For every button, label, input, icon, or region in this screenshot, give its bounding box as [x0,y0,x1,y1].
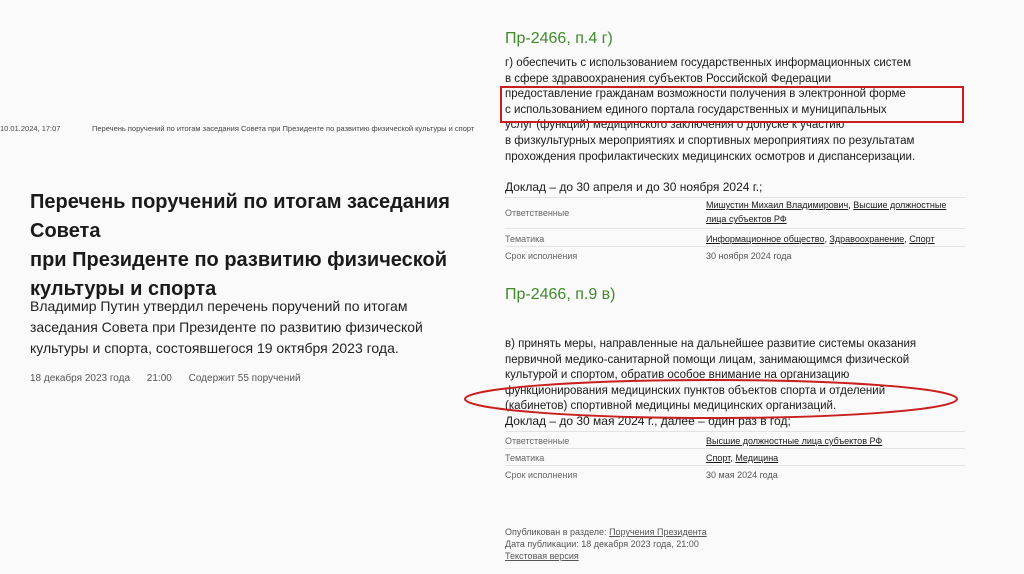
responsible-label: Ответственные [505,208,570,218]
published-section [505,527,707,537]
item-count: Содержит 55 поручений [188,373,301,384]
lead-line: Владимир Путин утвердил перечень поручений по итогам [30,298,408,314]
topic-value: Информационное общество, Здравоохранение, Спорт [706,234,935,244]
text-line: первичной медико-санитарной помощи лицам, занимающимся физической [505,353,910,366]
highlight-oval [462,375,962,425]
text-line: функционирования медицинских пунктов объектов спорта и отделений [505,384,886,397]
publish-date: 18 декабря 2023 года [30,373,131,384]
publish-time: 21:00 [146,373,172,384]
text-line: в) принять меры, направленные на дальнейшее развитие системы оказания [505,338,917,350]
lead-text [30,296,470,359]
divider [505,228,965,229]
due-value: 30 мая 2024 года [706,470,778,480]
headline-line: при Президенте по развитию физической [30,249,448,271]
divider [505,465,965,466]
text-line: услуг (функций) медицинского заключения о допуске к участию [505,119,845,132]
article-meta [30,373,315,384]
item-1-report: Доклад – до 30 апреля и до 30 ноября 2024 г.; [505,180,763,194]
headline-line: Перечень поручений по итогам заседания Совета [30,191,450,242]
section-link[interactable]: Поручения Президента [609,527,707,537]
lead-line: заседания Совета при Президенте по развитию физической [30,319,423,335]
publication-date: Дата публикации: 18 декабря 2023 года, 21:00 [505,539,699,549]
published-label: Опубликован в разделе: [505,527,607,537]
divider [505,448,965,449]
header-title: Перечень поручений по итогам заседания Совета при Президенте по развитию физической культуры и спорт [92,124,475,133]
responsible-link[interactable]: Высшие должностные [853,200,947,210]
divider [505,431,965,432]
text-line: предоставление гражданам возможности получения в электронной форме [505,88,906,101]
responsible-link[interactable]: Высшие должностные лица субъектов РФ [706,436,883,446]
topic-link[interactable]: Медицина [735,453,779,463]
headline-line: культуры и спорта [30,278,217,300]
highlight-rectangle [500,86,964,123]
page-title [30,188,490,304]
text-line: г) обеспечить с использованием государственных информационных систем [505,57,911,69]
due-value: 30 ноября 2024 года [706,251,792,261]
topic-label: Тематика [505,234,545,244]
topic-link[interactable]: Информационное общество [706,234,825,244]
text-line: в сфере здравоохранения субъектов Российской Федерации [505,72,832,85]
text-line: с использованием единого портала государственных и муниципальных [505,103,887,116]
item-2-report: Доклад – до 30 мая 2024 г., далее – один раз в год; [505,414,791,428]
topic-label: Тематика [505,453,545,463]
text-line: в физкультурных мероприятиях и спортивных мероприятиях по результатам [505,134,915,147]
timestamp: 10.01.2024, 17:07 [0,124,61,133]
divider [505,246,965,247]
divider [505,197,965,198]
text-line: культурой и спортом, обратив особое внимание на организацию [505,369,850,382]
topic-link[interactable]: Спорт [706,453,731,463]
topic-link[interactable]: Спорт [909,234,935,244]
responsible-link[interactable]: лица субъектов РФ [706,214,787,224]
due-label: Срок исполнения [505,251,578,261]
topic-link[interactable]: Здравоохранение [829,234,905,244]
responsible-label: Ответственные [505,436,570,446]
lead-line: культуры и спорта, состоявшегося 19 октября 2023 года. [30,340,399,356]
text-version-link[interactable]: Текстовая версия [505,551,579,561]
text-line: (кабинетов) спортивной медицины медицинских организаций. [505,400,837,413]
responsible-value: Мишустин Михаил Владимирович, Высшие должностные [706,200,947,210]
topic-value: Спорт, Медицина [706,453,779,463]
text-line: прохождения профилактических медицинских осмотров и диспансеризации. [505,150,916,163]
responsible-link[interactable]: Мишустин Михаил Владимирович [706,200,849,210]
due-label: Срок исполнения [505,470,578,480]
citation-item-2: Пр-2466, п.9 в) [505,286,616,303]
citation-item-1: Пр-2466, п.4 г) [505,30,613,47]
